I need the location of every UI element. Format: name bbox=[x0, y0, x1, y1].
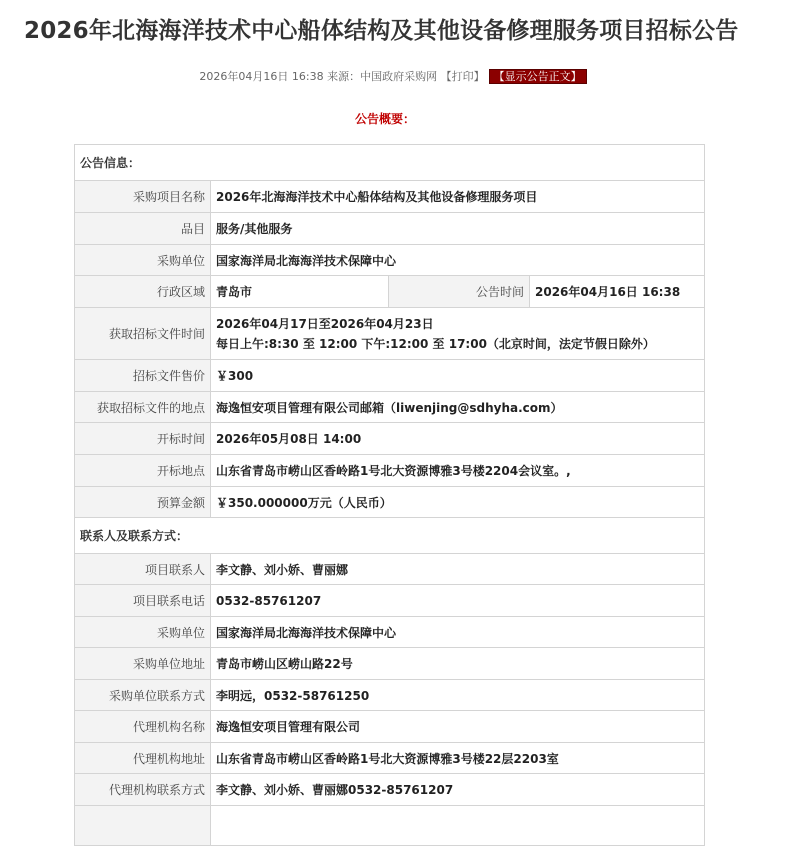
table-row bbox=[75, 423, 705, 455]
table-row bbox=[75, 181, 705, 213]
contact-purchaser-value: 国家海洋局北海海洋技术保障中心 bbox=[211, 617, 705, 648]
table-row bbox=[75, 213, 705, 245]
table-row bbox=[75, 743, 705, 774]
row-label: 行政区域 bbox=[75, 276, 211, 308]
row-label: 开标时间 bbox=[75, 423, 211, 455]
table-row bbox=[75, 774, 705, 806]
table-row bbox=[75, 308, 705, 360]
row-label: 采购单位联系方式 bbox=[75, 680, 211, 711]
budget-value: ￥350.000000万元（人民币） bbox=[211, 487, 705, 518]
row-label: 项目联系人 bbox=[75, 554, 211, 585]
agency-name-value: 海逸恒安项目管理有限公司 bbox=[211, 711, 705, 743]
row-label: 采购单位 bbox=[75, 617, 211, 648]
category-value: 服务/其他服务 bbox=[211, 213, 705, 245]
row-label: 获取招标文件的地点 bbox=[75, 392, 211, 423]
row-label: 获取招标文件时间 bbox=[75, 308, 211, 360]
table-row bbox=[75, 806, 705, 846]
table-row bbox=[75, 617, 705, 648]
table-row bbox=[75, 585, 705, 617]
table-row bbox=[75, 392, 705, 423]
table-row bbox=[75, 455, 705, 487]
table-row bbox=[75, 360, 705, 392]
table-row bbox=[75, 648, 705, 680]
project-name-value: 2026年北海海洋技术中心船体结构及其他设备修理服务项目 bbox=[211, 181, 705, 213]
table-row bbox=[75, 680, 705, 711]
doc-time-line1: 2026年04月17日至2026年04月23日 bbox=[216, 316, 434, 331]
row-label: 项目联系电话 bbox=[75, 585, 211, 617]
row-label: 公告时间 bbox=[389, 276, 530, 308]
notice-meta bbox=[0, 68, 786, 84]
doc-time-line2: 每日上午:8:30 至 12:00 下午:12:00 至 17:00（北京时间，法定节假日除外） bbox=[216, 336, 655, 351]
row-label: 招标文件售价 bbox=[75, 360, 211, 392]
page-title: 2026年北海海洋技术中心船体结构及其他设备修理服务项目招标公告 bbox=[24, 18, 739, 44]
row-label: 开标地点 bbox=[75, 455, 211, 487]
table-row bbox=[75, 711, 705, 743]
row-label: 采购项目名称 bbox=[75, 181, 211, 213]
row-label: 预算金额 bbox=[75, 487, 211, 518]
doc-price-value: ￥300 bbox=[211, 360, 705, 392]
table-row bbox=[75, 487, 705, 518]
publish-datetime: 2026年04月16日 16:38 bbox=[199, 70, 324, 83]
row-label: 品目 bbox=[75, 213, 211, 245]
section-heading-notice: 公告信息： bbox=[75, 145, 705, 181]
table-row bbox=[75, 554, 705, 585]
print-link[interactable]: 【打印】 bbox=[440, 70, 485, 83]
section-heading-contacts: 联系人及联系方式： bbox=[75, 518, 705, 554]
agency-address-value: 山东省青岛市崂山区香岭路1号北大资源博雅3号楼22层2203室 bbox=[211, 743, 705, 774]
row-label-empty bbox=[75, 806, 211, 846]
purchaser-contact-value: 李明远，0532-58761250 bbox=[211, 680, 705, 711]
agency-contact-value: 李文静、刘小娇、曹丽娜0532-85761207 bbox=[211, 774, 705, 806]
row-label: 采购单位地址 bbox=[75, 648, 211, 680]
doc-time-value bbox=[211, 308, 705, 360]
bid-open-place-value: 山东省青岛市崂山区香岭路1号北大资源博雅3号楼2204会议室。, bbox=[211, 455, 705, 487]
row-label: 代理机构名称 bbox=[75, 711, 211, 743]
purchaser-value: 国家海洋局北海海洋技术保障中心 bbox=[211, 245, 705, 276]
notice-summary-table bbox=[74, 144, 705, 846]
purchaser-address-value: 青岛市崂山区崂山路22号 bbox=[211, 648, 705, 680]
table-row bbox=[75, 245, 705, 276]
publish-time-value: 2026年04月16日 16:38 bbox=[530, 276, 705, 308]
section-row bbox=[75, 518, 705, 554]
bid-open-time-value: 2026年05月08日 14:00 bbox=[211, 423, 705, 455]
row-label: 代理机构地址 bbox=[75, 743, 211, 774]
row-value-empty bbox=[211, 806, 705, 846]
section-row bbox=[75, 145, 705, 181]
region-value: 青岛市 bbox=[211, 276, 389, 308]
show-notice-button[interactable]: 【显示公告正文】 bbox=[489, 69, 587, 84]
row-label: 采购单位 bbox=[75, 245, 211, 276]
source-name: 中国政府采购网 bbox=[360, 70, 438, 83]
source-label: 来源： bbox=[327, 70, 361, 83]
project-phone-value: 0532-85761207 bbox=[211, 585, 705, 617]
project-contact-value: 李文静、刘小娇、曹丽娜 bbox=[211, 554, 705, 585]
doc-place-value: 海逸恒安项目管理有限公司邮箱（liwenjing@sdhyha.com） bbox=[211, 392, 705, 423]
table-row bbox=[75, 276, 705, 308]
row-label: 代理机构联系方式 bbox=[75, 774, 211, 806]
summary-heading: 公告概要： bbox=[354, 112, 415, 126]
